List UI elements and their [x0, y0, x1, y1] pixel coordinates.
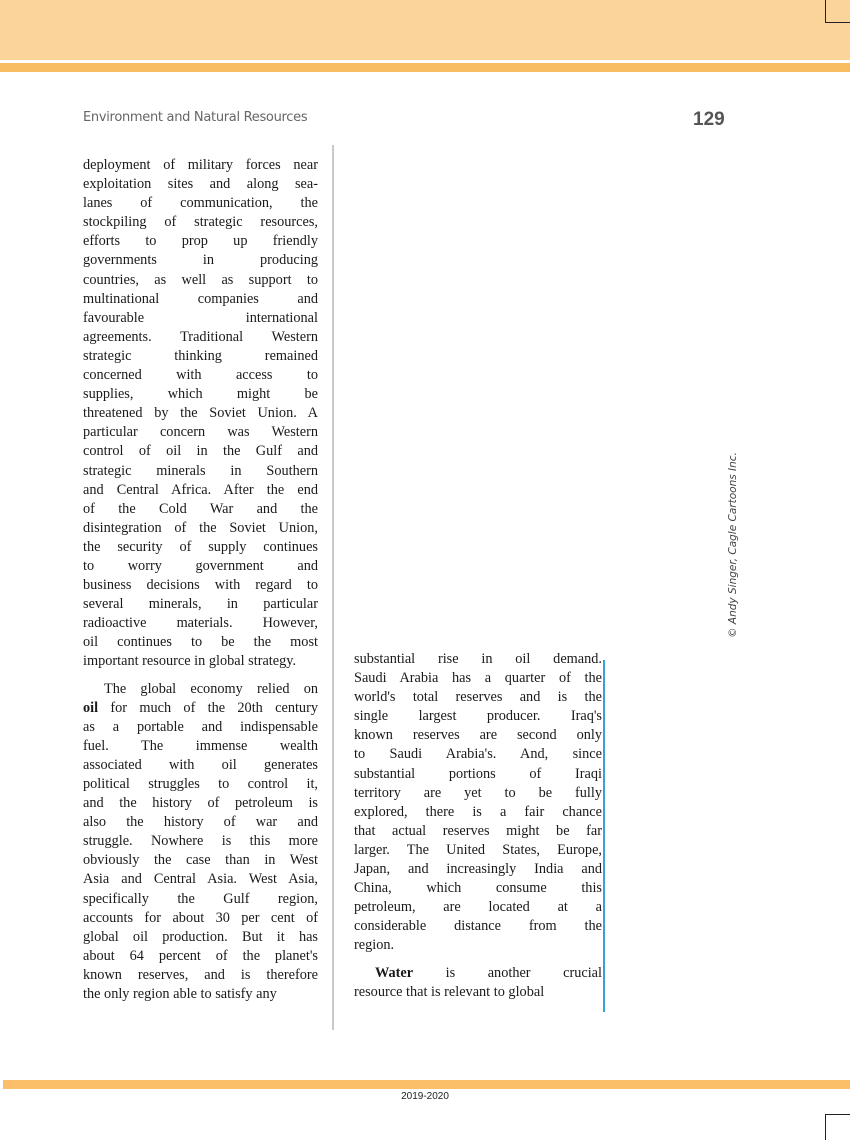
line-text: obviously the case than in West — [83, 852, 318, 869]
text-line — [83, 576, 318, 595]
text-line — [354, 707, 602, 726]
line-text: radioactive materials. However, — [83, 615, 318, 632]
text-line — [354, 983, 602, 1002]
line-text: business decisions with regard to — [83, 577, 318, 594]
text-line — [354, 784, 602, 803]
text-line — [83, 652, 318, 671]
text-line — [83, 557, 318, 576]
line-text: about 64 percent of the planet's — [83, 947, 318, 964]
text-line — [354, 765, 602, 784]
text-line — [354, 726, 602, 745]
bold-term: Water — [375, 964, 414, 981]
text-line — [83, 813, 318, 832]
line-text: world's total reserves and is the — [354, 689, 602, 706]
text-line — [83, 251, 318, 270]
line-text: countries, as well as support to — [83, 271, 318, 288]
text-line — [83, 737, 318, 756]
line-text: efforts to prop up friendly — [83, 233, 318, 250]
header-stripe — [0, 63, 850, 72]
text-line — [83, 290, 318, 309]
text-line — [354, 917, 602, 936]
header-band — [0, 0, 850, 60]
text-line — [83, 328, 318, 347]
line-text: known reserves are second only — [354, 727, 602, 744]
text-line — [83, 194, 318, 213]
paragraph — [83, 156, 318, 672]
blue-margin-rule — [603, 660, 605, 1012]
line-text: considerable distance from the — [354, 918, 602, 935]
line-text: as a portable and indispensable — [83, 718, 318, 735]
text-line — [83, 718, 318, 737]
text-line — [83, 462, 318, 481]
cartoon-credit: © Andy Singer, Cagle Cartoons Inc. — [727, 452, 739, 638]
paragraph — [83, 680, 318, 1005]
text-line — [83, 890, 318, 909]
text-line — [83, 271, 318, 290]
line-text: lanes of communication, the — [83, 195, 318, 212]
text-line — [83, 832, 318, 851]
text-line — [354, 803, 602, 822]
line-text: Japan, and increasingly India and — [354, 861, 602, 878]
line-text: region. — [354, 937, 395, 954]
text-line — [83, 699, 318, 718]
line-text: deployment of military forces near — [83, 157, 318, 173]
line-text: agreements. Traditional Western — [83, 328, 318, 345]
text-line — [83, 309, 318, 328]
text-line — [83, 966, 318, 985]
text-line — [354, 841, 602, 860]
text-line — [83, 870, 318, 889]
text-line — [83, 909, 318, 928]
line-text: the security of supply continues — [83, 538, 318, 555]
text-line — [83, 156, 318, 175]
paragraph — [354, 650, 602, 956]
text-line — [354, 898, 602, 917]
line-text: and the history of petroleum is — [83, 795, 318, 812]
text-line — [354, 669, 602, 688]
text-line — [83, 614, 318, 633]
paragraph — [354, 964, 602, 1002]
text-line — [83, 633, 318, 652]
line-text: that actual reserves might be far — [354, 822, 602, 839]
text-line — [83, 481, 318, 500]
text-line — [83, 538, 318, 557]
line-text: important resource in global strategy. — [83, 653, 297, 670]
right-column — [354, 650, 602, 1002]
line-text: to Saudi Arabia's. And, since — [354, 746, 602, 763]
line-text: associated with oil generates — [83, 756, 318, 773]
text-line — [83, 851, 318, 870]
line-text: explored, there is a fair chance — [354, 803, 602, 820]
line-text: China, which consume this — [354, 880, 602, 897]
text-line — [83, 442, 318, 461]
line-text: multinational companies and — [83, 290, 318, 307]
line-text: particular concern was Western — [83, 424, 318, 441]
text-line — [83, 775, 318, 794]
text-line — [83, 519, 318, 538]
page-number: 129 — [693, 109, 725, 130]
line-text: also the history of war and — [83, 814, 318, 831]
line-text: Saudi Arabia has a quarter of the — [354, 670, 602, 687]
text-line — [354, 879, 602, 898]
line-text: global oil production. But it has — [83, 928, 318, 945]
line-text: strategic minerals in Southern — [83, 462, 318, 479]
text-line — [354, 936, 602, 955]
line-text: specifically the Gulf region, — [83, 890, 318, 907]
line-text: fuel. The immense wealth — [83, 737, 318, 754]
text-line — [83, 756, 318, 775]
line-text: struggle. Nowhere is this more — [83, 833, 318, 850]
text-line — [83, 404, 318, 423]
text-line — [83, 423, 318, 442]
text-line — [83, 347, 318, 366]
text-line — [354, 650, 602, 669]
line-text: territory are yet to be fully — [354, 784, 602, 801]
text-line — [83, 947, 318, 966]
text-line — [83, 680, 318, 699]
line-text: is another crucial — [413, 964, 602, 981]
line-text: strategic thinking remained — [83, 347, 318, 364]
text-line — [83, 794, 318, 813]
line-text: to worry government and — [83, 557, 318, 574]
footer-stripe — [3, 1080, 850, 1089]
line-text: resource that is relevant to global — [354, 983, 545, 1000]
line-text: threatened by the Soviet Union. A — [83, 405, 318, 422]
text-line — [354, 860, 602, 879]
text-line — [83, 213, 318, 232]
left-column — [83, 156, 318, 1004]
text-line — [83, 175, 318, 194]
text-line — [354, 745, 602, 764]
line-text: petroleum, are located at a — [354, 899, 602, 916]
line-text: single largest producer. Iraq's — [354, 708, 602, 725]
column-divider — [332, 145, 334, 1030]
crop-mark-bottom — [825, 1114, 850, 1140]
text-line — [83, 500, 318, 519]
text-line — [83, 595, 318, 614]
line-text: substantial rise in oil demand. — [354, 651, 602, 667]
line-text: favourable international — [83, 309, 318, 326]
line-text: of the Cold War and the — [83, 500, 318, 517]
line-text: The global economy relied on — [104, 680, 318, 697]
line-text: disintegration of the Soviet Union, — [83, 519, 318, 536]
line-text: exploitation sites and along sea- — [83, 176, 318, 193]
line-text: larger. The United States, Europe, — [354, 841, 602, 858]
line-text: known reserves, and is therefore — [83, 966, 318, 983]
footer-year: 2019-2020 — [401, 1091, 449, 1102]
text-line — [354, 688, 602, 707]
text-line — [83, 385, 318, 404]
line-text: Asia and Central Asia. West Asia, — [83, 871, 318, 888]
bold-term: oil — [83, 699, 99, 716]
line-text: oil continues to be the most — [83, 634, 318, 651]
text-line — [83, 985, 318, 1004]
text-line — [83, 928, 318, 947]
running-title: Environment and Natural Resources — [83, 110, 308, 125]
line-text: stockpiling of strategic resources, — [83, 214, 318, 231]
line-text: political struggles to control it, — [83, 776, 318, 792]
line-text: accounts for about 30 per cent of — [83, 909, 318, 926]
text-line — [83, 366, 318, 385]
line-text: for much of the 20th century — [98, 699, 318, 716]
text-line — [354, 964, 602, 983]
text-line — [354, 822, 602, 841]
line-text: governments in producing — [83, 252, 318, 269]
line-text: the only region able to satisfy any — [83, 986, 277, 1003]
crop-mark-top — [825, 0, 850, 23]
text-line — [83, 232, 318, 251]
line-text: and Central Africa. After the end — [83, 481, 318, 498]
line-text: concerned with access to — [83, 367, 318, 384]
line-text: control of oil in the Gulf and — [83, 443, 318, 460]
line-text: supplies, which might be — [83, 386, 318, 403]
line-text: several minerals, in particular — [83, 596, 318, 613]
line-text: substantial portions of Iraqi — [354, 765, 602, 782]
